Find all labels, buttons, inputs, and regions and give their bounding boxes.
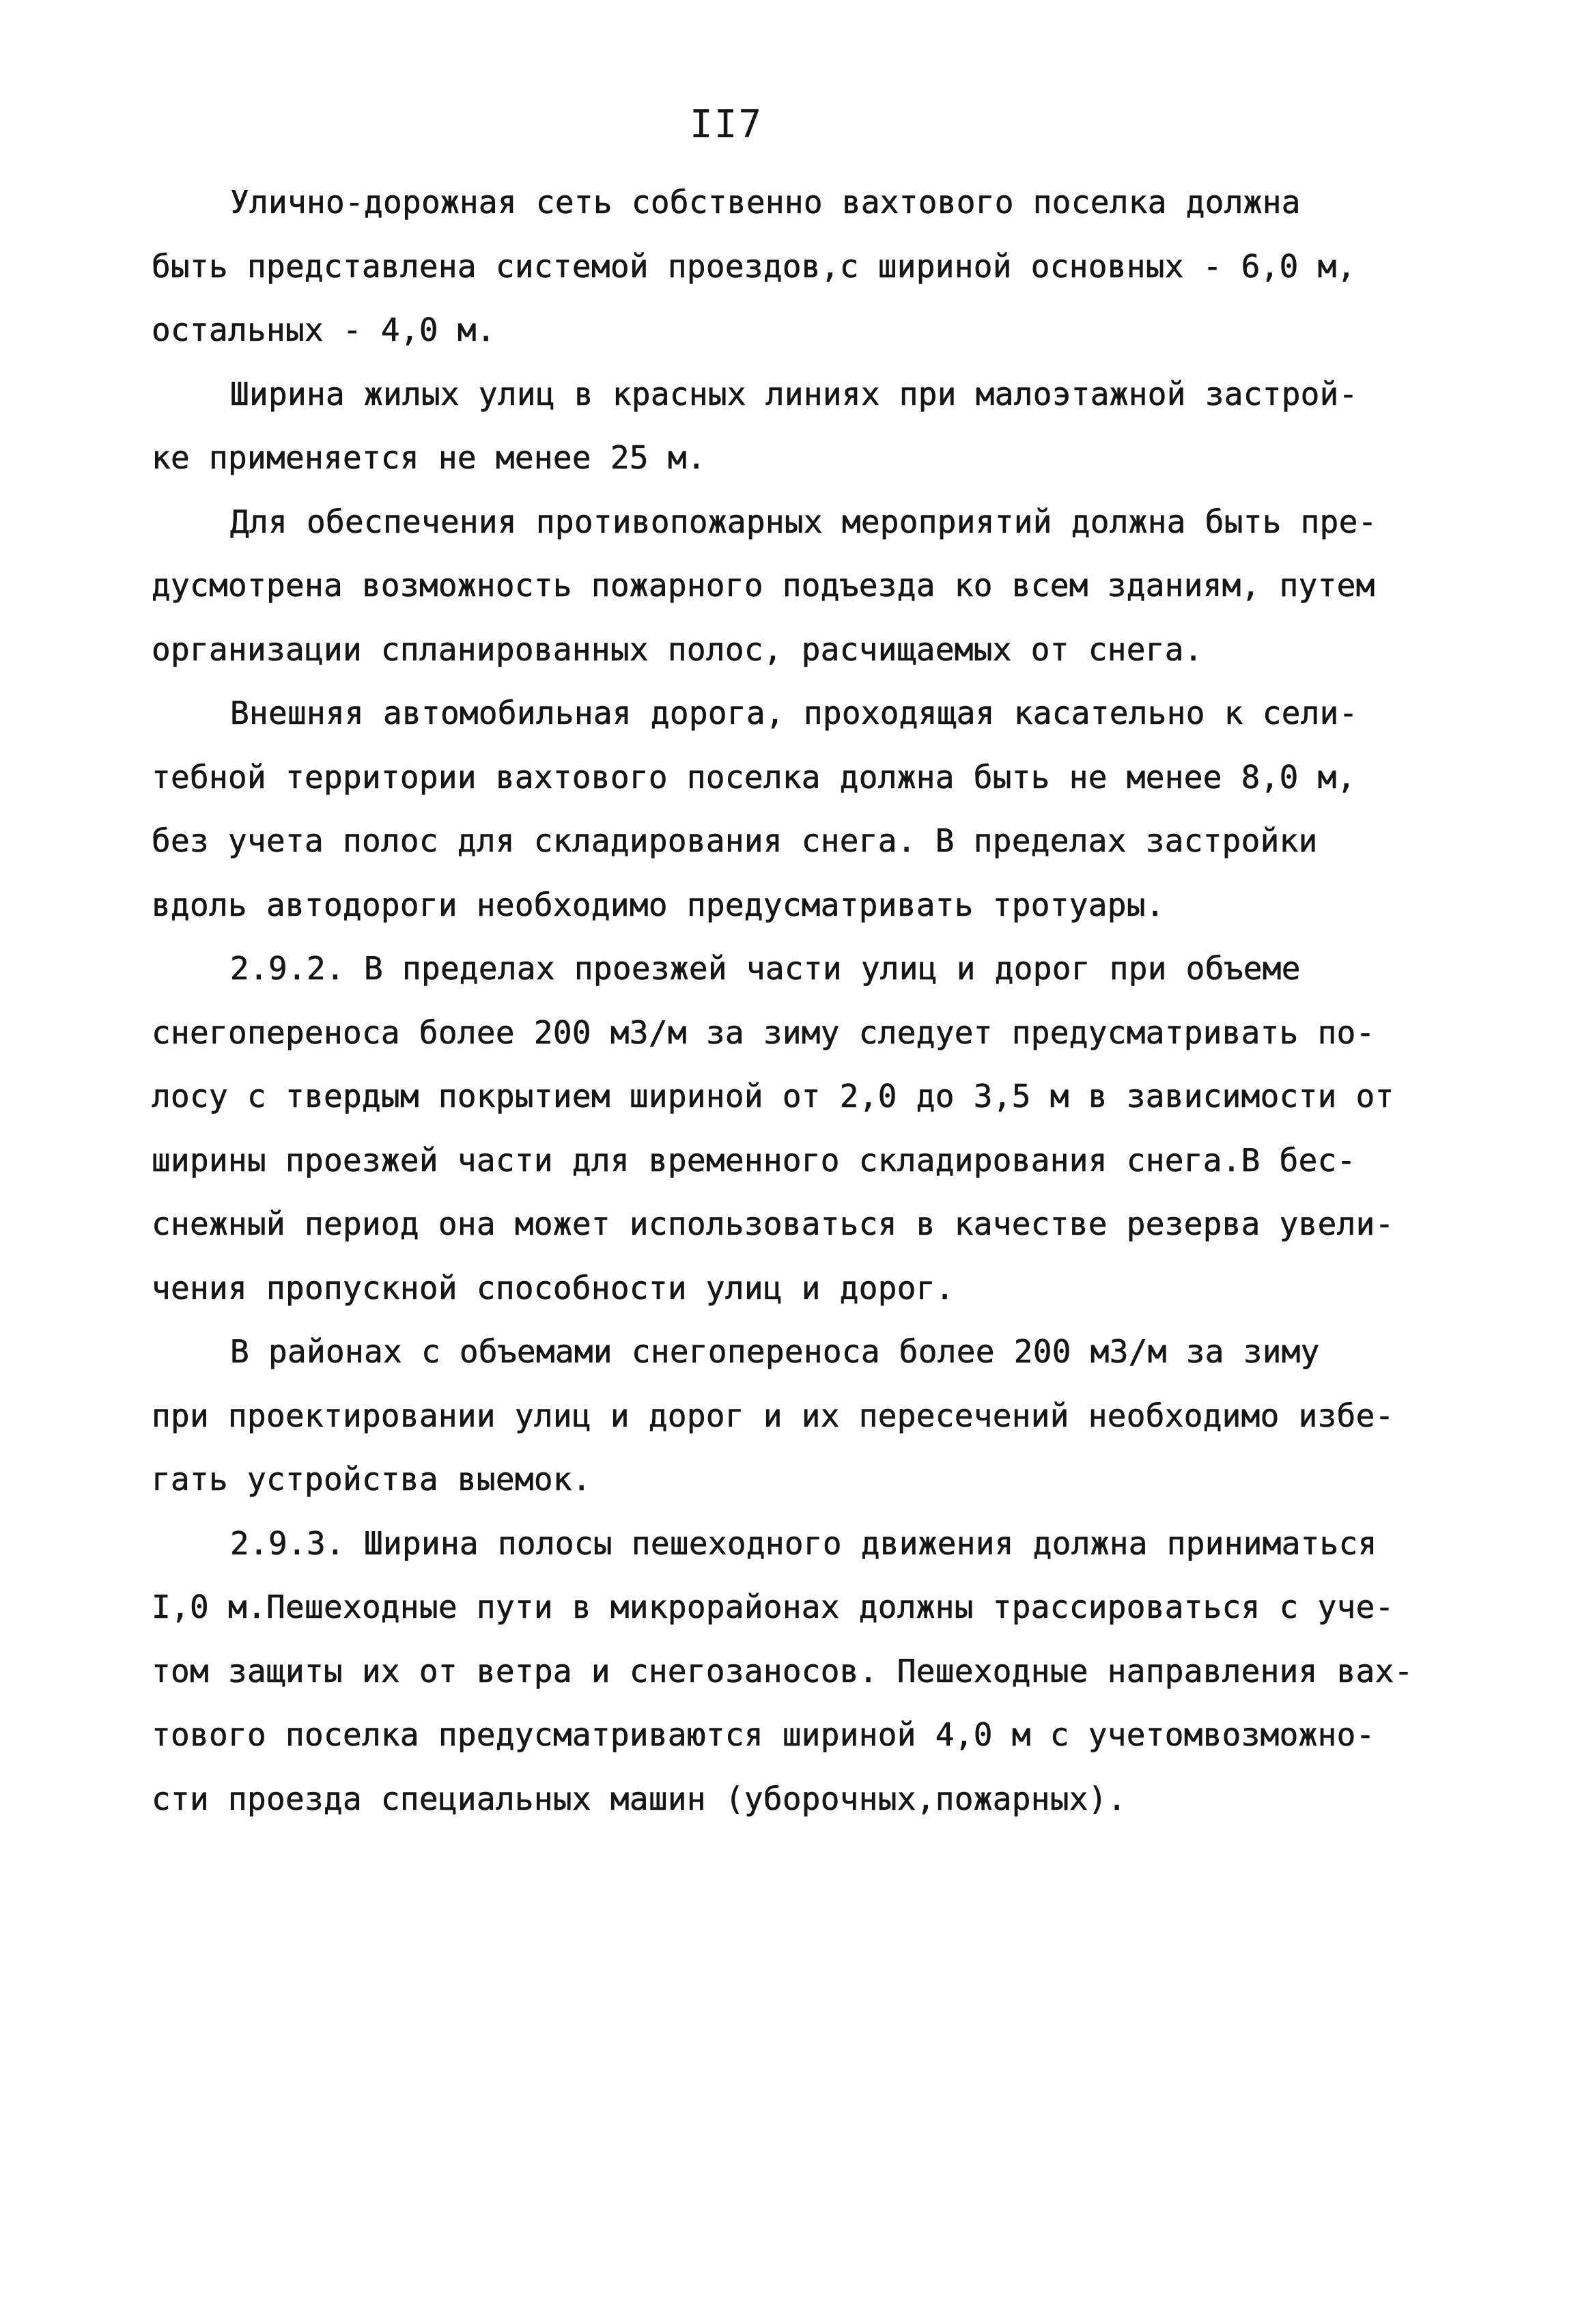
text-line: Улично-дорожная сеть собственно вахтового поселка должна	[230, 184, 1301, 221]
text-line: ке применяется не менее 25 м.	[152, 439, 706, 476]
text-line: гать устройства выемок.	[152, 1461, 591, 1498]
text-line: организации спланированных полос, расчищаемых от снега.	[152, 630, 1203, 668]
text-line: том защиты их от ветра и снегозаносов. Пешеходные направления вах-	[152, 1652, 1413, 1690]
text-line: лосу с твердым покрытием шириной от 2,0 до 3,5 м в зависимости от	[152, 1078, 1394, 1115]
text-line: при проектировании улиц и дорог и их пересечений необходимо избе-	[152, 1397, 1394, 1434]
text-line: снегопереноса более 200 м3/м за зиму следует предусматривать по-	[152, 1013, 1375, 1051]
text-line: остальных - 4,0 м.	[152, 311, 496, 348]
text-line: снежный период она может использоваться в качестве резерва увели-	[152, 1205, 1394, 1242]
text-line: 2.9.3. Ширина полосы пешеходного движения должна приниматься	[230, 1524, 1377, 1562]
text-line: I,0 м.Пешеходные пути в микрорайонах должны трассироваться с уче-	[152, 1588, 1394, 1625]
text-line: В районах с объемами снегопереноса более 200 м3/м за зиму	[230, 1333, 1320, 1370]
text-line: без учета полос для складирования снега. В пределах застройки	[152, 822, 1318, 859]
text-line: тового поселка предусматриваются шириной 4,0 м с учетомвозможно-	[152, 1716, 1375, 1753]
text-line: тебной территории вахтового поселка должна быть не менее 8,0 м,	[152, 758, 1356, 796]
page-number: II7	[690, 102, 763, 147]
text-line: Внешняя автомобильная дорога, проходящая касательно к сели-	[230, 695, 1358, 731]
body-text	[152, 171, 1463, 1831]
text-line: быть представлена системой проездов,с шириной основных - 6,0 м,	[152, 247, 1356, 285]
text-line: Для обеспечения противопожарных мероприятий должна быть пре-	[230, 503, 1377, 540]
text-line: дусмотрена возможность пожарного подъезда ко всем зданиям, путем	[152, 567, 1375, 604]
text-line: 2.9.2. В пределах проезжей части улиц и дорог при объеме	[230, 950, 1301, 987]
text-line: вдоль автодороги необходимо предусматривать тротуары.	[152, 886, 1165, 923]
text-line: чения пропускной способности улиц и дорог.	[152, 1269, 955, 1306]
text-line: сти проезда специальных машин (уборочных,пожарных).	[152, 1780, 1127, 1817]
text-line: Ширина жилых улиц в красных линиях при малоэтажной застрой-	[230, 375, 1358, 412]
text-line: ширины проезжей части для временного складирования снега.В бес-	[152, 1141, 1356, 1179]
